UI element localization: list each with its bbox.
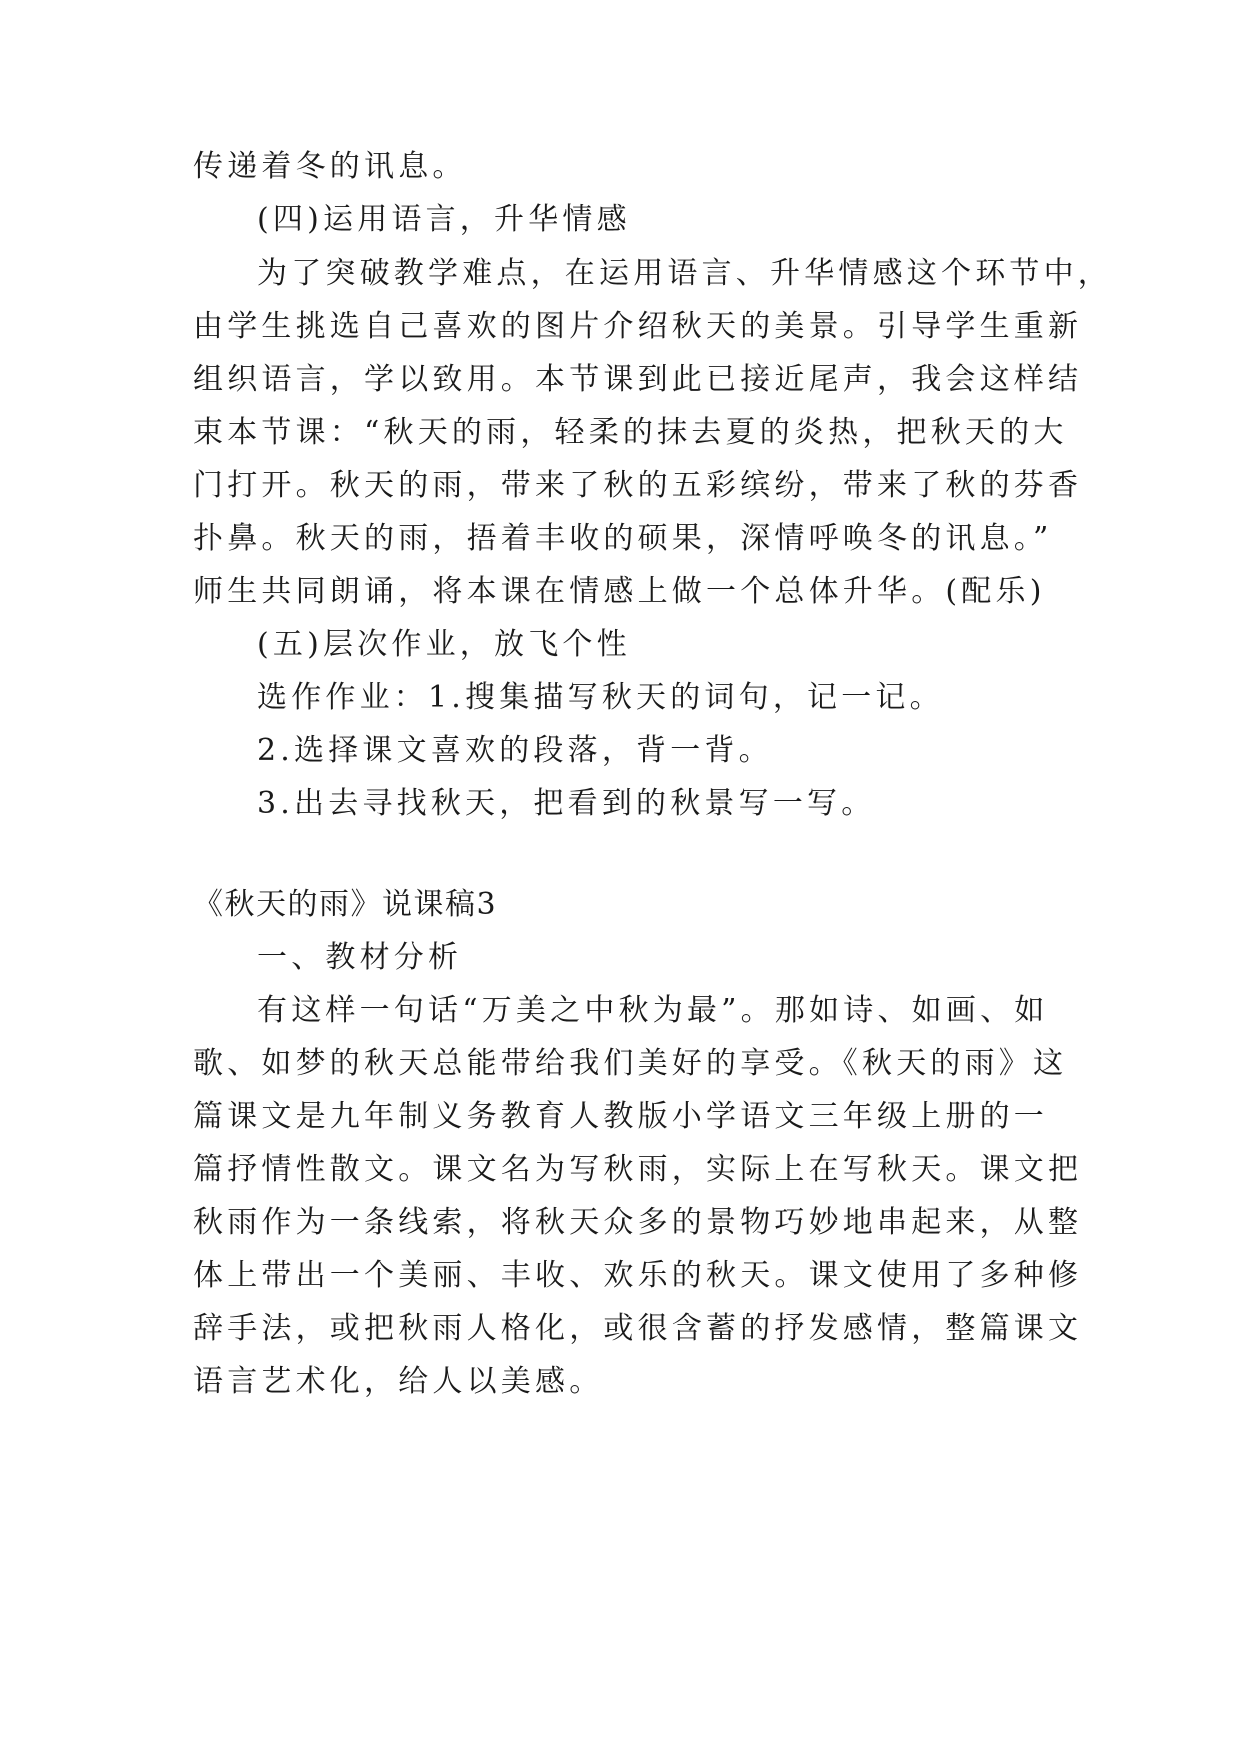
paragraph-line: 束本节课：“秋天的雨，轻柔的抹去夏的炎热，把秋天的大 — [193, 415, 1068, 450]
paragraph-line: 有这样一句话“万美之中秋为最”。那如诗、如画、如 — [257, 993, 1049, 1028]
paragraph-line: 语言艺术化，给人以美感。 — [193, 1364, 604, 1399]
document-title: 《秋天的雨》说课稿3 — [193, 887, 498, 922]
paragraph-line: 师生共同朗诵，将本课在情感上做一个总体升华。(配乐) — [193, 574, 1046, 609]
paragraph-line: 篇课文是九年制义务教育人教版小学语文三年级上册的一 — [193, 1099, 1048, 1134]
paragraph-line: 3.出去寻找秋天，把看到的秋景写一写。 — [257, 786, 876, 821]
paragraph-line: 组织语言，学以致用。本节课到此已接近尾声，我会这样结 — [193, 362, 1083, 397]
paragraph-line: 为了突破教学难点，在运用语言、升华情感这个环节中， — [257, 256, 1112, 291]
paragraph-line: 选作作业：1.搜集描写秋天的词句，记一记。 — [257, 680, 944, 715]
paragraph-line: 秋雨作为一条线索，将秋天众多的景物巧妙地串起来，从整 — [193, 1205, 1083, 1240]
paragraph-line: 门打开。秋天的雨，带来了秋的五彩缤纷，带来了秋的芬香 — [193, 468, 1083, 503]
section-heading: 一、教材分析 — [257, 940, 463, 975]
paragraph-line: 由学生挑选自己喜欢的图片介绍秋天的美景。引导学生重新 — [193, 309, 1083, 344]
paragraph-line: 2.选择课文喜欢的段落，背一背。 — [257, 733, 773, 768]
paragraph-line: 辞手法，或把秋雨人格化，或很含蓄的抒发感情，整篇课文 — [193, 1311, 1083, 1346]
paragraph-line: 篇抒情性散文。课文名为写秋雨，实际上在写秋天。课文把 — [193, 1152, 1083, 1187]
paragraph-line: 扑鼻。秋天的雨，捂着丰收的硕果，深情呼唤冬的讯息。” — [193, 521, 1053, 556]
paragraph-line: 歌、如梦的秋天总能带给我们美好的享受。《秋天的雨》这 — [193, 1046, 1068, 1081]
section-heading: (四)运用语言，升华情感 — [257, 202, 631, 237]
paragraph-line: 传递着冬的讯息。 — [193, 149, 467, 184]
section-heading: (五)层次作业，放飞个性 — [257, 627, 631, 662]
paragraph-line: 体上带出一个美丽、丰收、欢乐的秋天。课文使用了多种修 — [193, 1258, 1083, 1293]
